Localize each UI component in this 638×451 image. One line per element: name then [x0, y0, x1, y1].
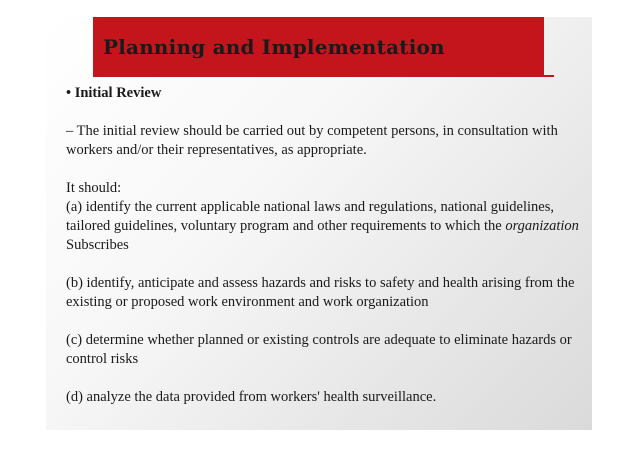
bullet-heading: • Initial Review	[66, 85, 162, 101]
item-c: (c) determine whether planned or existing controls are adequate to eliminate hazards or control risks	[66, 332, 572, 367]
it-should-label: It should:	[66, 180, 122, 196]
item-a-text: (a) identify the current applicable national laws and regulations, national guidelines, tailored guidelines, voluntary program and other requirements to which the	[66, 199, 555, 234]
slide-body	[66, 84, 586, 407]
item-a-emphasis: organization	[505, 218, 579, 234]
item-b: (b) identify, anticipate and assess hazards and risks to safety and health arising from the existing or proposed work environment and work organization	[66, 275, 575, 310]
title-underline	[93, 75, 554, 77]
item-d: (d) analyze the data provided from workers' health surveillance.	[66, 389, 437, 405]
slide-title: Planning and Implementation	[103, 35, 445, 59]
item-a-suffix: Subscribes	[66, 237, 129, 253]
item-a	[66, 198, 586, 255]
slide	[46, 17, 592, 430]
intro-paragraph: – The initial review should be carried out by competent persons, in consultation with workers and/or their representatives, as appropriate.	[66, 123, 558, 158]
